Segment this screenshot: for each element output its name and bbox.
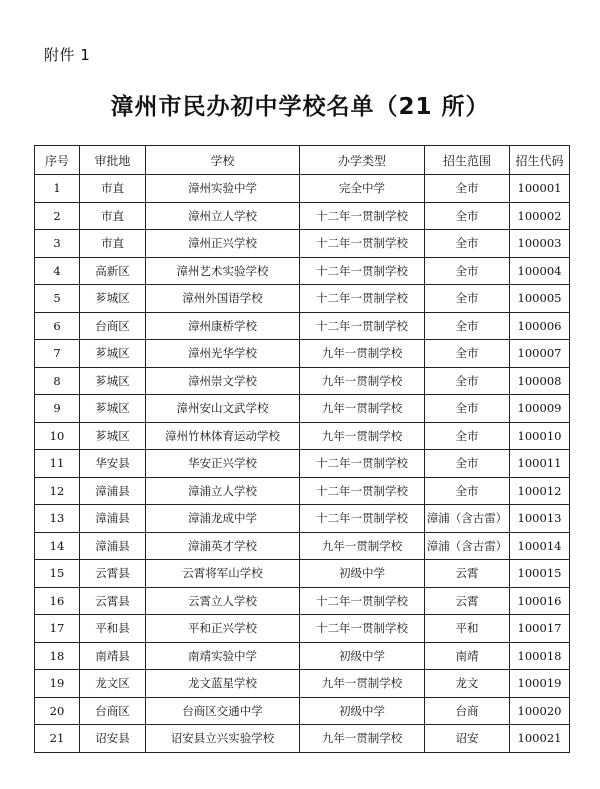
- cell-school-type: 九年一贯制学校: [300, 670, 425, 698]
- cell-approval-region: 芗城区: [80, 395, 146, 423]
- table-row: [35, 257, 570, 285]
- cell-approval-region: 芗城区: [80, 422, 146, 450]
- cell-school-type: 九年一贯制学校: [300, 367, 425, 395]
- cell-school: 漳浦英才学校: [146, 532, 300, 560]
- cell-enrollment-scope: 全市: [425, 312, 510, 340]
- cell-enrollment-scope: 诏安: [425, 725, 510, 753]
- cell-enrollment-code: 100007: [510, 340, 570, 368]
- cell-enrollment-scope: 全市: [425, 477, 510, 505]
- cell-school-type: 九年一贯制学校: [300, 340, 425, 368]
- cell-enrollment-scope: 云霄: [425, 560, 510, 588]
- cell-approval-region: 市直: [80, 230, 146, 258]
- cell-enrollment-code: 100016: [510, 587, 570, 615]
- cell-index: 18: [35, 642, 80, 670]
- cell-index: 19: [35, 670, 80, 698]
- cell-enrollment-scope: 台商: [425, 697, 510, 725]
- table-row: [35, 532, 570, 560]
- cell-school-type: 十二年一贯制学校: [300, 615, 425, 643]
- cell-index: 7: [35, 340, 80, 368]
- header-index: 序号: [35, 146, 80, 175]
- cell-enrollment-code: 100014: [510, 532, 570, 560]
- cell-enrollment-scope: 全市: [425, 202, 510, 230]
- cell-school-type: 十二年一贯制学校: [300, 450, 425, 478]
- cell-enrollment-scope: 全市: [425, 285, 510, 313]
- cell-enrollment-scope: 漳浦（含古雷）: [425, 505, 510, 533]
- cell-approval-region: 漳浦县: [80, 477, 146, 505]
- cell-index: 21: [35, 725, 80, 753]
- table-row: [35, 477, 570, 505]
- cell-approval-region: 芗城区: [80, 367, 146, 395]
- table-row: [35, 670, 570, 698]
- cell-school: 漳州立人学校: [146, 202, 300, 230]
- cell-school-type: 十二年一贯制学校: [300, 257, 425, 285]
- table-body: [35, 175, 570, 753]
- cell-school: 漳浦立人学校: [146, 477, 300, 505]
- cell-approval-region: 华安县: [80, 450, 146, 478]
- header-school-type: 办学类型: [300, 146, 425, 175]
- cell-approval-region: 芗城区: [80, 340, 146, 368]
- cell-school: 云霄立人学校: [146, 587, 300, 615]
- table-row: [35, 175, 570, 203]
- cell-index: 2: [35, 202, 80, 230]
- cell-index: 14: [35, 532, 80, 560]
- cell-enrollment-code: 100009: [510, 395, 570, 423]
- cell-school-type: 十二年一贯制学校: [300, 477, 425, 505]
- table-row: [35, 395, 570, 423]
- header-approval-region: 审批地: [80, 146, 146, 175]
- cell-index: 10: [35, 422, 80, 450]
- header-school: 学校: [146, 146, 300, 175]
- cell-school-type: 九年一贯制学校: [300, 395, 425, 423]
- cell-school-type: 十二年一贯制学校: [300, 285, 425, 313]
- cell-enrollment-code: 100013: [510, 505, 570, 533]
- cell-index: 20: [35, 697, 80, 725]
- cell-school: 漳州外国语学校: [146, 285, 300, 313]
- cell-school-type: 十二年一贯制学校: [300, 587, 425, 615]
- cell-enrollment-code: 100004: [510, 257, 570, 285]
- cell-enrollment-scope: 全市: [425, 230, 510, 258]
- school-list-table: [34, 145, 570, 753]
- table-row: [35, 642, 570, 670]
- cell-school: 平和正兴学校: [146, 615, 300, 643]
- header-enrollment-code: 招生代码: [510, 146, 570, 175]
- cell-school: 华安正兴学校: [146, 450, 300, 478]
- table-row: [35, 202, 570, 230]
- table-row: [35, 505, 570, 533]
- table-header-row: [35, 146, 570, 175]
- cell-enrollment-scope: 全市: [425, 395, 510, 423]
- table-row: [35, 230, 570, 258]
- cell-approval-region: 高新区: [80, 257, 146, 285]
- cell-approval-region: 龙文区: [80, 670, 146, 698]
- table-row: [35, 587, 570, 615]
- cell-school-type: 九年一贯制学校: [300, 725, 425, 753]
- table-row: [35, 340, 570, 368]
- cell-school-type: 初级中学: [300, 560, 425, 588]
- cell-enrollment-code: 100010: [510, 422, 570, 450]
- cell-approval-region: 漳浦县: [80, 532, 146, 560]
- cell-approval-region: 市直: [80, 202, 146, 230]
- cell-enrollment-scope: 南靖: [425, 642, 510, 670]
- cell-enrollment-code: 100008: [510, 367, 570, 395]
- cell-school-type: 九年一贯制学校: [300, 422, 425, 450]
- attachment-label: 附件 1: [44, 46, 91, 64]
- cell-school: 台商区交通中学: [146, 697, 300, 725]
- table-row: [35, 697, 570, 725]
- cell-enrollment-scope: 全市: [425, 257, 510, 285]
- cell-approval-region: 诏安县: [80, 725, 146, 753]
- table-row: [35, 560, 570, 588]
- cell-index: 9: [35, 395, 80, 423]
- cell-enrollment-code: 100018: [510, 642, 570, 670]
- table-row: [35, 615, 570, 643]
- table-row: [35, 312, 570, 340]
- cell-school: 南靖实验中学: [146, 642, 300, 670]
- document-title: 漳州市民办初中学校名单（21 所）: [110, 94, 490, 120]
- cell-enrollment-code: 100002: [510, 202, 570, 230]
- cell-index: 8: [35, 367, 80, 395]
- table-row: [35, 422, 570, 450]
- cell-enrollment-scope: 云霄: [425, 587, 510, 615]
- cell-approval-region: 漳浦县: [80, 505, 146, 533]
- table-row: [35, 285, 570, 313]
- cell-enrollment-scope: 全市: [425, 340, 510, 368]
- cell-enrollment-code: 100017: [510, 615, 570, 643]
- cell-enrollment-scope: 漳浦（含古雷）: [425, 532, 510, 560]
- cell-enrollment-code: 100001: [510, 175, 570, 203]
- cell-enrollment-code: 100020: [510, 697, 570, 725]
- cell-school: 漳州光华学校: [146, 340, 300, 368]
- cell-school-type: 完全中学: [300, 175, 425, 203]
- cell-index: 5: [35, 285, 80, 313]
- cell-approval-region: 台商区: [80, 697, 146, 725]
- cell-school: 漳州艺术实验学校: [146, 257, 300, 285]
- cell-school-type: 初级中学: [300, 642, 425, 670]
- cell-school: 漳州竹林体育运动学校: [146, 422, 300, 450]
- cell-approval-region: 芗城区: [80, 285, 146, 313]
- cell-school-type: 九年一贯制学校: [300, 532, 425, 560]
- cell-enrollment-scope: 全市: [425, 367, 510, 395]
- cell-index: 16: [35, 587, 80, 615]
- cell-enrollment-code: 100021: [510, 725, 570, 753]
- cell-school: 诏安县立兴实验学校: [146, 725, 300, 753]
- cell-index: 12: [35, 477, 80, 505]
- cell-school-type: 十二年一贯制学校: [300, 230, 425, 258]
- cell-school: 漳州康桥学校: [146, 312, 300, 340]
- cell-approval-region: 南靖县: [80, 642, 146, 670]
- cell-school-type: 初级中学: [300, 697, 425, 725]
- cell-enrollment-code: 100012: [510, 477, 570, 505]
- table-row: [35, 367, 570, 395]
- cell-enrollment-code: 100019: [510, 670, 570, 698]
- cell-index: 3: [35, 230, 80, 258]
- table-row: [35, 725, 570, 753]
- cell-school: 龙文蓝星学校: [146, 670, 300, 698]
- cell-enrollment-scope: 龙文: [425, 670, 510, 698]
- cell-enrollment-code: 100005: [510, 285, 570, 313]
- cell-index: 1: [35, 175, 80, 203]
- cell-school: 漳州正兴学校: [146, 230, 300, 258]
- cell-approval-region: 台商区: [80, 312, 146, 340]
- cell-school: 漳州崇文学校: [146, 367, 300, 395]
- cell-school-type: 十二年一贯制学校: [300, 505, 425, 533]
- cell-index: 11: [35, 450, 80, 478]
- cell-enrollment-code: 100011: [510, 450, 570, 478]
- table-row: [35, 450, 570, 478]
- cell-enrollment-scope: 全市: [425, 450, 510, 478]
- cell-enrollment-scope: 全市: [425, 175, 510, 203]
- cell-school: 漳浦龙成中学: [146, 505, 300, 533]
- cell-approval-region: 平和县: [80, 615, 146, 643]
- cell-index: 13: [35, 505, 80, 533]
- cell-index: 6: [35, 312, 80, 340]
- header-enrollment-scope: 招生范围: [425, 146, 510, 175]
- cell-school: 漳州安山文武学校: [146, 395, 300, 423]
- cell-enrollment-code: 100003: [510, 230, 570, 258]
- cell-index: 15: [35, 560, 80, 588]
- cell-enrollment-code: 100015: [510, 560, 570, 588]
- cell-school-type: 十二年一贯制学校: [300, 312, 425, 340]
- cell-enrollment-scope: 平和: [425, 615, 510, 643]
- cell-enrollment-scope: 全市: [425, 422, 510, 450]
- cell-school: 漳州实验中学: [146, 175, 300, 203]
- cell-enrollment-code: 100006: [510, 312, 570, 340]
- cell-index: 17: [35, 615, 80, 643]
- cell-approval-region: 云霄县: [80, 560, 146, 588]
- cell-school: 云霄将军山学校: [146, 560, 300, 588]
- cell-school-type: 十二年一贯制学校: [300, 202, 425, 230]
- cell-approval-region: 云霄县: [80, 587, 146, 615]
- cell-approval-region: 市直: [80, 175, 146, 203]
- cell-index: 4: [35, 257, 80, 285]
